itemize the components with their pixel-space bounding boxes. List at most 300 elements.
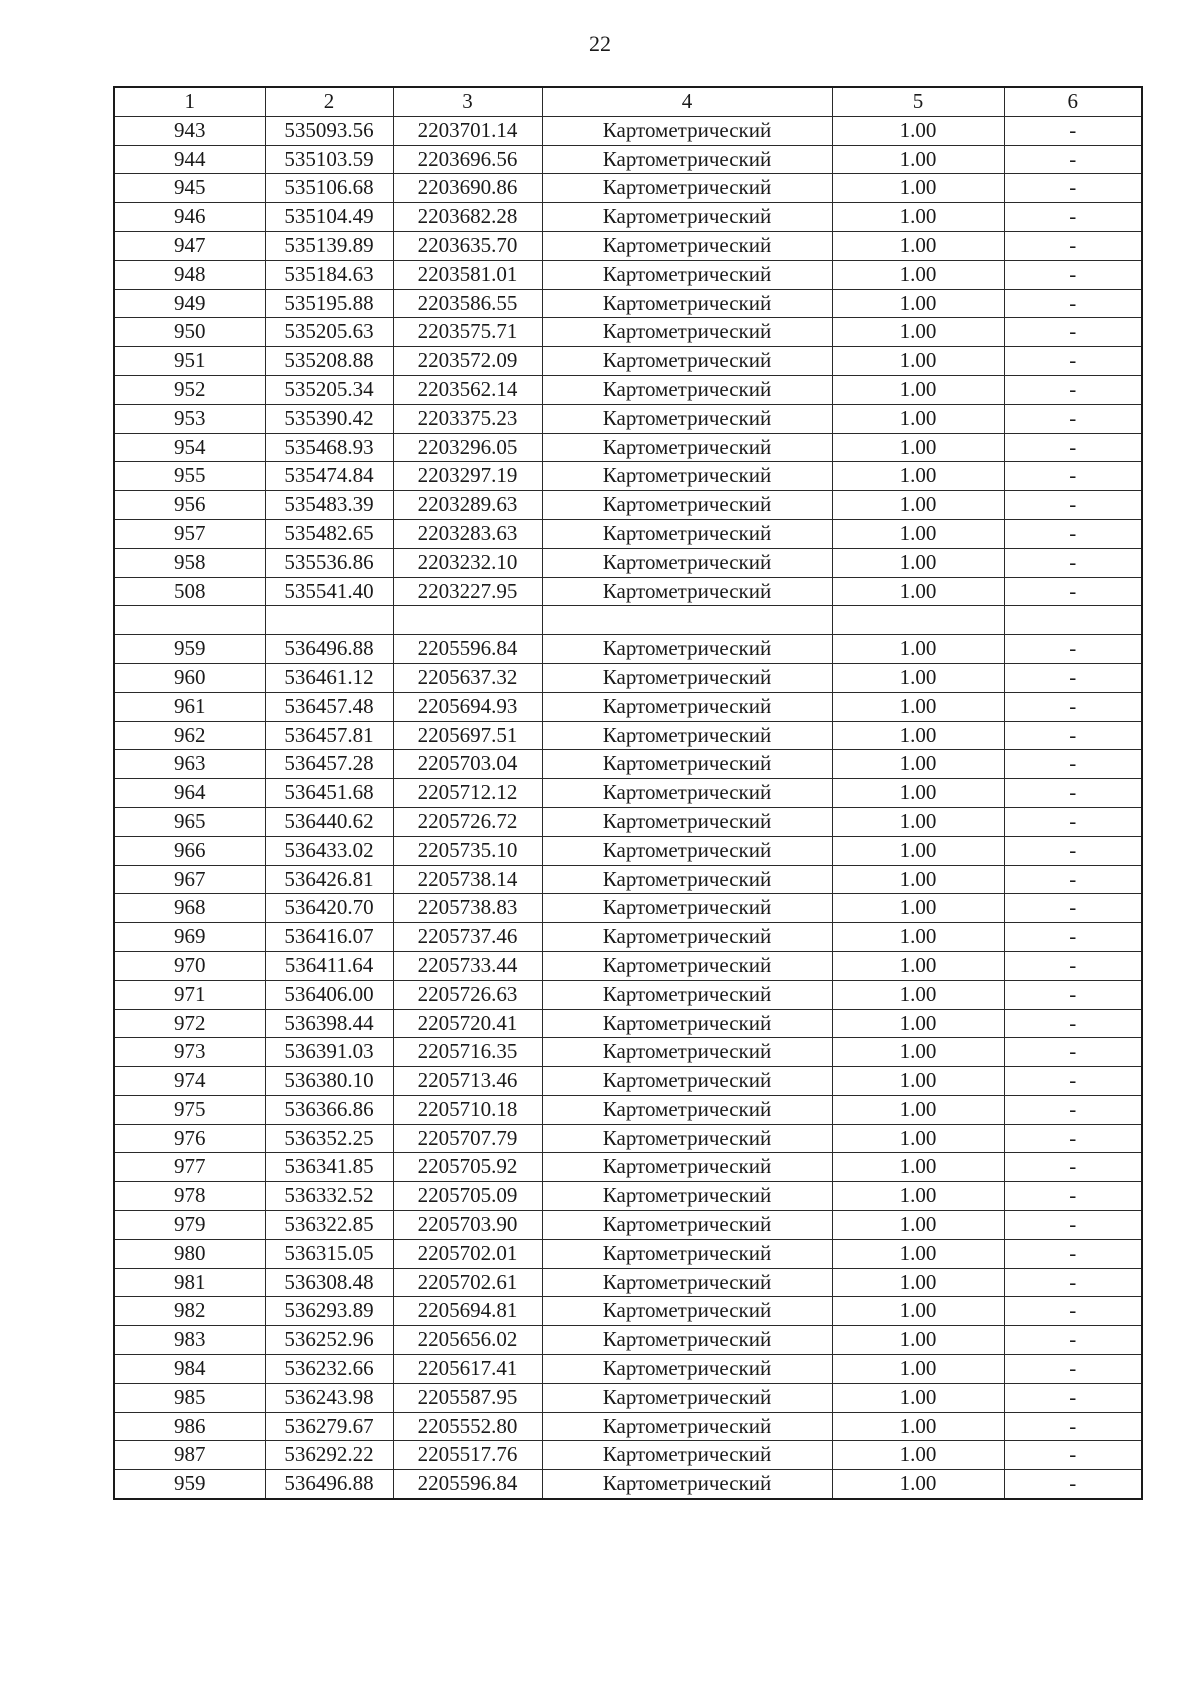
description-cell: - bbox=[1004, 1239, 1142, 1268]
method-cell: Картометрический bbox=[542, 1038, 832, 1067]
point-number-cell: 947 bbox=[114, 231, 265, 260]
accuracy-cell: 1.00 bbox=[832, 865, 1004, 894]
table-row bbox=[114, 923, 1142, 952]
x-coordinate-cell: 535104.49 bbox=[265, 203, 393, 232]
point-number-cell: 949 bbox=[114, 289, 265, 318]
point-number-cell: 948 bbox=[114, 260, 265, 289]
point-number-cell: 959 bbox=[114, 635, 265, 664]
description-cell: - bbox=[1004, 1470, 1142, 1499]
table-row bbox=[114, 1441, 1142, 1470]
method-cell: Картометрический bbox=[542, 663, 832, 692]
method-cell: Картометрический bbox=[542, 116, 832, 145]
y-coordinate-cell: 2203635.70 bbox=[393, 231, 542, 260]
description-cell: - bbox=[1004, 404, 1142, 433]
point-number-cell: 987 bbox=[114, 1441, 265, 1470]
point-number-cell: 954 bbox=[114, 433, 265, 462]
table-row bbox=[114, 606, 1142, 635]
point-number-cell: 982 bbox=[114, 1297, 265, 1326]
description-cell: - bbox=[1004, 635, 1142, 664]
y-coordinate-cell: 2205735.10 bbox=[393, 836, 542, 865]
table-row bbox=[114, 231, 1142, 260]
description-cell: - bbox=[1004, 1355, 1142, 1384]
x-coordinate-cell: 536440.62 bbox=[265, 807, 393, 836]
point-number-cell: 965 bbox=[114, 807, 265, 836]
accuracy-cell bbox=[832, 606, 1004, 635]
y-coordinate-cell: 2205710.18 bbox=[393, 1095, 542, 1124]
table-row bbox=[114, 1124, 1142, 1153]
method-cell: Картометрический bbox=[542, 433, 832, 462]
description-cell: - bbox=[1004, 260, 1142, 289]
description-cell: - bbox=[1004, 779, 1142, 808]
x-coordinate-cell: 535390.42 bbox=[265, 404, 393, 433]
accuracy-cell: 1.00 bbox=[832, 750, 1004, 779]
x-coordinate-cell: 536457.81 bbox=[265, 721, 393, 750]
table-row bbox=[114, 1355, 1142, 1384]
accuracy-cell: 1.00 bbox=[832, 635, 1004, 664]
description-cell: - bbox=[1004, 1297, 1142, 1326]
x-coordinate-cell: 535536.86 bbox=[265, 548, 393, 577]
description-cell: - bbox=[1004, 318, 1142, 347]
x-coordinate-cell: 535474.84 bbox=[265, 462, 393, 491]
description-cell: - bbox=[1004, 433, 1142, 462]
method-cell: Картометрический bbox=[542, 491, 832, 520]
y-coordinate-cell: 2205703.90 bbox=[393, 1211, 542, 1240]
point-number-cell: 974 bbox=[114, 1067, 265, 1096]
x-coordinate-cell: 536232.66 bbox=[265, 1355, 393, 1384]
method-cell: Картометрический bbox=[542, 174, 832, 203]
table-row bbox=[114, 1412, 1142, 1441]
description-cell: - bbox=[1004, 174, 1142, 203]
description-cell: - bbox=[1004, 289, 1142, 318]
accuracy-cell: 1.00 bbox=[832, 1182, 1004, 1211]
description-cell: - bbox=[1004, 231, 1142, 260]
description-cell: - bbox=[1004, 1383, 1142, 1412]
description-cell: - bbox=[1004, 1067, 1142, 1096]
accuracy-cell: 1.00 bbox=[832, 1383, 1004, 1412]
point-number-cell: 966 bbox=[114, 836, 265, 865]
table-row bbox=[114, 865, 1142, 894]
table-header-row bbox=[114, 87, 1142, 116]
method-cell: Картометрический bbox=[542, 1297, 832, 1326]
y-coordinate-cell: 2203227.95 bbox=[393, 577, 542, 606]
x-coordinate-cell: 536420.70 bbox=[265, 894, 393, 923]
table-row bbox=[114, 1470, 1142, 1499]
x-coordinate-cell: 536398.44 bbox=[265, 1009, 393, 1038]
accuracy-cell: 1.00 bbox=[832, 807, 1004, 836]
accuracy-cell: 1.00 bbox=[832, 1124, 1004, 1153]
method-cell: Картометрический bbox=[542, 1124, 832, 1153]
point-number-cell: 943 bbox=[114, 116, 265, 145]
x-coordinate-cell: 536433.02 bbox=[265, 836, 393, 865]
point-number-cell: 981 bbox=[114, 1268, 265, 1297]
y-coordinate-cell: 2205702.01 bbox=[393, 1239, 542, 1268]
x-coordinate-cell: 536293.89 bbox=[265, 1297, 393, 1326]
y-coordinate-cell: 2205694.81 bbox=[393, 1297, 542, 1326]
x-coordinate-cell: 536366.86 bbox=[265, 1095, 393, 1124]
x-coordinate-cell: 536252.96 bbox=[265, 1326, 393, 1355]
point-number-cell: 508 bbox=[114, 577, 265, 606]
method-cell: Картометрический bbox=[542, 1067, 832, 1096]
accuracy-cell: 1.00 bbox=[832, 980, 1004, 1009]
description-cell: - bbox=[1004, 347, 1142, 376]
table-row bbox=[114, 692, 1142, 721]
table-row bbox=[114, 635, 1142, 664]
description-cell: - bbox=[1004, 865, 1142, 894]
y-coordinate-cell: 2205737.46 bbox=[393, 923, 542, 952]
description-cell: - bbox=[1004, 836, 1142, 865]
accuracy-cell: 1.00 bbox=[832, 1441, 1004, 1470]
method-cell: Картометрический bbox=[542, 951, 832, 980]
x-coordinate-cell: 535139.89 bbox=[265, 231, 393, 260]
table-row bbox=[114, 1297, 1142, 1326]
y-coordinate-cell: 2203283.63 bbox=[393, 519, 542, 548]
x-coordinate-cell: 536341.85 bbox=[265, 1153, 393, 1182]
table-row bbox=[114, 433, 1142, 462]
description-cell: - bbox=[1004, 203, 1142, 232]
y-coordinate-cell: 2205713.46 bbox=[393, 1067, 542, 1096]
method-cell: Картометрический bbox=[542, 347, 832, 376]
table-row bbox=[114, 1268, 1142, 1297]
description-cell: - bbox=[1004, 548, 1142, 577]
point-number-cell: 972 bbox=[114, 1009, 265, 1038]
method-cell: Картометрический bbox=[542, 1182, 832, 1211]
description-cell: - bbox=[1004, 145, 1142, 174]
description-cell: - bbox=[1004, 491, 1142, 520]
accuracy-cell: 1.00 bbox=[832, 404, 1004, 433]
method-cell: Картометрический bbox=[542, 1326, 832, 1355]
accuracy-cell: 1.00 bbox=[832, 375, 1004, 404]
y-coordinate-cell: 2203575.71 bbox=[393, 318, 542, 347]
point-number-cell: 964 bbox=[114, 779, 265, 808]
point-number-cell: 944 bbox=[114, 145, 265, 174]
accuracy-cell: 1.00 bbox=[832, 347, 1004, 376]
x-coordinate-cell: 536416.07 bbox=[265, 923, 393, 952]
point-number-cell: 978 bbox=[114, 1182, 265, 1211]
y-coordinate-cell: 2205726.63 bbox=[393, 980, 542, 1009]
y-coordinate-cell: 2205705.09 bbox=[393, 1182, 542, 1211]
method-cell: Картометрический bbox=[542, 980, 832, 1009]
accuracy-cell: 1.00 bbox=[832, 289, 1004, 318]
description-cell: - bbox=[1004, 1095, 1142, 1124]
table-row bbox=[114, 548, 1142, 577]
y-coordinate-cell: 2205712.12 bbox=[393, 779, 542, 808]
x-coordinate-cell: 535482.65 bbox=[265, 519, 393, 548]
y-coordinate-cell bbox=[393, 606, 542, 635]
point-number-cell: 969 bbox=[114, 923, 265, 952]
table-row bbox=[114, 577, 1142, 606]
description-cell: - bbox=[1004, 1211, 1142, 1240]
table-row bbox=[114, 491, 1142, 520]
point-number-cell: 957 bbox=[114, 519, 265, 548]
table-row bbox=[114, 260, 1142, 289]
method-cell: Картометрический bbox=[542, 577, 832, 606]
x-coordinate-cell: 535208.88 bbox=[265, 347, 393, 376]
y-coordinate-cell: 2203701.14 bbox=[393, 116, 542, 145]
table-row bbox=[114, 1038, 1142, 1067]
method-cell: Картометрический bbox=[542, 1355, 832, 1384]
y-coordinate-cell: 2205617.41 bbox=[393, 1355, 542, 1384]
x-coordinate-cell: 536411.64 bbox=[265, 951, 393, 980]
y-coordinate-cell: 2205694.93 bbox=[393, 692, 542, 721]
y-coordinate-cell: 2205716.35 bbox=[393, 1038, 542, 1067]
y-coordinate-cell: 2205720.41 bbox=[393, 1009, 542, 1038]
y-coordinate-cell: 2203289.63 bbox=[393, 491, 542, 520]
x-coordinate-cell: 536426.81 bbox=[265, 865, 393, 894]
x-coordinate-cell: 535184.63 bbox=[265, 260, 393, 289]
method-cell: Картометрический bbox=[542, 836, 832, 865]
point-number-cell: 959 bbox=[114, 1470, 265, 1499]
description-cell: - bbox=[1004, 807, 1142, 836]
point-number-cell: 977 bbox=[114, 1153, 265, 1182]
table-row bbox=[114, 721, 1142, 750]
table-row bbox=[114, 951, 1142, 980]
point-number-cell: 976 bbox=[114, 1124, 265, 1153]
y-coordinate-cell: 2205733.44 bbox=[393, 951, 542, 980]
x-coordinate-cell: 536308.48 bbox=[265, 1268, 393, 1297]
point-number-cell: 961 bbox=[114, 692, 265, 721]
y-coordinate-cell: 2203581.01 bbox=[393, 260, 542, 289]
accuracy-cell: 1.00 bbox=[832, 923, 1004, 952]
point-number-cell: 945 bbox=[114, 174, 265, 203]
page-number: 22 bbox=[589, 31, 611, 56]
table-row bbox=[114, 980, 1142, 1009]
point-number-cell: 983 bbox=[114, 1326, 265, 1355]
point-number-cell: 970 bbox=[114, 951, 265, 980]
x-coordinate-cell: 536292.22 bbox=[265, 1441, 393, 1470]
method-cell: Картометрический bbox=[542, 1239, 832, 1268]
accuracy-cell: 1.00 bbox=[832, 1268, 1004, 1297]
x-coordinate-cell: 536496.88 bbox=[265, 635, 393, 664]
y-coordinate-cell: 2205738.14 bbox=[393, 865, 542, 894]
x-coordinate-cell: 535093.56 bbox=[265, 116, 393, 145]
table-row bbox=[114, 1239, 1142, 1268]
accuracy-cell: 1.00 bbox=[832, 894, 1004, 923]
column-header: 3 bbox=[393, 87, 542, 116]
method-cell: Картометрический bbox=[542, 807, 832, 836]
accuracy-cell: 1.00 bbox=[832, 260, 1004, 289]
y-coordinate-cell: 2205705.92 bbox=[393, 1153, 542, 1182]
table-row bbox=[114, 145, 1142, 174]
point-number-cell: 967 bbox=[114, 865, 265, 894]
table-row bbox=[114, 1182, 1142, 1211]
method-cell: Картометрический bbox=[542, 145, 832, 174]
description-cell: - bbox=[1004, 1038, 1142, 1067]
y-coordinate-cell: 2205697.51 bbox=[393, 721, 542, 750]
accuracy-cell: 1.00 bbox=[832, 951, 1004, 980]
point-number-cell: 980 bbox=[114, 1239, 265, 1268]
description-cell: - bbox=[1004, 1412, 1142, 1441]
accuracy-cell: 1.00 bbox=[832, 318, 1004, 347]
y-coordinate-cell: 2205596.84 bbox=[393, 635, 542, 664]
x-coordinate-cell: 535195.88 bbox=[265, 289, 393, 318]
y-coordinate-cell: 2205703.04 bbox=[393, 750, 542, 779]
method-cell: Картометрический bbox=[542, 462, 832, 491]
x-coordinate-cell: 535205.34 bbox=[265, 375, 393, 404]
x-coordinate-cell: 536457.48 bbox=[265, 692, 393, 721]
method-cell bbox=[542, 606, 832, 635]
table-row bbox=[114, 289, 1142, 318]
y-coordinate-cell: 2203296.05 bbox=[393, 433, 542, 462]
y-coordinate-cell: 2205702.61 bbox=[393, 1268, 542, 1297]
accuracy-cell: 1.00 bbox=[832, 836, 1004, 865]
accuracy-cell: 1.00 bbox=[832, 663, 1004, 692]
accuracy-cell: 1.00 bbox=[832, 491, 1004, 520]
x-coordinate-cell: 536451.68 bbox=[265, 779, 393, 808]
table-row bbox=[114, 116, 1142, 145]
accuracy-cell: 1.00 bbox=[832, 1095, 1004, 1124]
accuracy-cell: 1.00 bbox=[832, 203, 1004, 232]
method-cell: Картометрический bbox=[542, 404, 832, 433]
accuracy-cell: 1.00 bbox=[832, 519, 1004, 548]
x-coordinate-cell: 536279.67 bbox=[265, 1412, 393, 1441]
method-cell: Картометрический bbox=[542, 721, 832, 750]
point-number-cell: 962 bbox=[114, 721, 265, 750]
point-number-cell: 986 bbox=[114, 1412, 265, 1441]
method-cell: Картометрический bbox=[542, 750, 832, 779]
table-row bbox=[114, 404, 1142, 433]
accuracy-cell: 1.00 bbox=[832, 1326, 1004, 1355]
accuracy-cell: 1.00 bbox=[832, 1009, 1004, 1038]
method-cell: Картометрический bbox=[542, 894, 832, 923]
y-coordinate-cell: 2205596.84 bbox=[393, 1470, 542, 1499]
description-cell: - bbox=[1004, 951, 1142, 980]
x-coordinate-cell: 535483.39 bbox=[265, 491, 393, 520]
point-number-cell: 950 bbox=[114, 318, 265, 347]
y-coordinate-cell: 2203375.23 bbox=[393, 404, 542, 433]
x-coordinate-cell: 536332.52 bbox=[265, 1182, 393, 1211]
point-number-cell: 952 bbox=[114, 375, 265, 404]
accuracy-cell: 1.00 bbox=[832, 462, 1004, 491]
point-number-cell: 975 bbox=[114, 1095, 265, 1124]
y-coordinate-cell: 2203696.56 bbox=[393, 145, 542, 174]
accuracy-cell: 1.00 bbox=[832, 1153, 1004, 1182]
table-row bbox=[114, 1009, 1142, 1038]
y-coordinate-cell: 2205738.83 bbox=[393, 894, 542, 923]
y-coordinate-cell: 2203232.10 bbox=[393, 548, 542, 577]
x-coordinate-cell: 536352.25 bbox=[265, 1124, 393, 1153]
accuracy-cell: 1.00 bbox=[832, 721, 1004, 750]
description-cell: - bbox=[1004, 1124, 1142, 1153]
method-cell: Картометрический bbox=[542, 1383, 832, 1412]
table-row bbox=[114, 1067, 1142, 1096]
x-coordinate-cell: 536461.12 bbox=[265, 663, 393, 692]
table-row bbox=[114, 1153, 1142, 1182]
description-cell: - bbox=[1004, 894, 1142, 923]
accuracy-cell: 1.00 bbox=[832, 1239, 1004, 1268]
table-row bbox=[114, 1383, 1142, 1412]
point-number-cell: 971 bbox=[114, 980, 265, 1009]
point-number-cell: 955 bbox=[114, 462, 265, 491]
point-number-cell: 985 bbox=[114, 1383, 265, 1412]
table-row bbox=[114, 1095, 1142, 1124]
x-coordinate-cell: 536315.05 bbox=[265, 1239, 393, 1268]
y-coordinate-cell: 2203682.28 bbox=[393, 203, 542, 232]
x-coordinate-cell: 536322.85 bbox=[265, 1211, 393, 1240]
method-cell: Картометрический bbox=[542, 1095, 832, 1124]
description-cell: - bbox=[1004, 375, 1142, 404]
x-coordinate-cell: 536457.28 bbox=[265, 750, 393, 779]
point-number-cell: 973 bbox=[114, 1038, 265, 1067]
accuracy-cell: 1.00 bbox=[832, 1412, 1004, 1441]
method-cell: Картометрический bbox=[542, 692, 832, 721]
x-coordinate-cell: 536391.03 bbox=[265, 1038, 393, 1067]
table-row bbox=[114, 174, 1142, 203]
description-cell: - bbox=[1004, 577, 1142, 606]
accuracy-cell: 1.00 bbox=[832, 577, 1004, 606]
accuracy-cell: 1.00 bbox=[832, 1355, 1004, 1384]
table-row bbox=[114, 750, 1142, 779]
table-row bbox=[114, 894, 1142, 923]
table-row bbox=[114, 836, 1142, 865]
method-cell: Картометрический bbox=[542, 231, 832, 260]
table-row bbox=[114, 318, 1142, 347]
description-cell: - bbox=[1004, 750, 1142, 779]
description-cell: - bbox=[1004, 519, 1142, 548]
y-coordinate-cell: 2205552.80 bbox=[393, 1412, 542, 1441]
point-number-cell: 951 bbox=[114, 347, 265, 376]
method-cell: Картометрический bbox=[542, 779, 832, 808]
accuracy-cell: 1.00 bbox=[832, 1038, 1004, 1067]
column-header: 5 bbox=[832, 87, 1004, 116]
y-coordinate-cell: 2203297.19 bbox=[393, 462, 542, 491]
method-cell: Картометрический bbox=[542, 260, 832, 289]
table-row bbox=[114, 779, 1142, 808]
description-cell: - bbox=[1004, 663, 1142, 692]
description-cell: - bbox=[1004, 116, 1142, 145]
point-number-cell: 963 bbox=[114, 750, 265, 779]
x-coordinate-cell: 535205.63 bbox=[265, 318, 393, 347]
table-row bbox=[114, 519, 1142, 548]
method-cell: Картометрический bbox=[542, 1153, 832, 1182]
accuracy-cell: 1.00 bbox=[832, 231, 1004, 260]
table-row bbox=[114, 462, 1142, 491]
y-coordinate-cell: 2203586.55 bbox=[393, 289, 542, 318]
table-row bbox=[114, 1211, 1142, 1240]
method-cell: Картометрический bbox=[542, 1009, 832, 1038]
y-coordinate-cell: 2205517.76 bbox=[393, 1441, 542, 1470]
x-coordinate-cell: 536496.88 bbox=[265, 1470, 393, 1499]
method-cell: Картометрический bbox=[542, 923, 832, 952]
point-number-cell: 968 bbox=[114, 894, 265, 923]
y-coordinate-cell: 2203562.14 bbox=[393, 375, 542, 404]
method-cell: Картометрический bbox=[542, 1412, 832, 1441]
accuracy-cell: 1.00 bbox=[832, 174, 1004, 203]
description-cell: - bbox=[1004, 980, 1142, 1009]
point-number-cell: 960 bbox=[114, 663, 265, 692]
x-coordinate-cell: 535468.93 bbox=[265, 433, 393, 462]
point-number-cell: 958 bbox=[114, 548, 265, 577]
x-coordinate-cell: 535103.59 bbox=[265, 145, 393, 174]
description-cell: - bbox=[1004, 1326, 1142, 1355]
column-header: 1 bbox=[114, 87, 265, 116]
accuracy-cell: 1.00 bbox=[832, 1470, 1004, 1499]
description-cell: - bbox=[1004, 1268, 1142, 1297]
accuracy-cell: 1.00 bbox=[832, 433, 1004, 462]
point-number-cell: 984 bbox=[114, 1355, 265, 1384]
column-header: 4 bbox=[542, 87, 832, 116]
method-cell: Картометрический bbox=[542, 1470, 832, 1499]
x-coordinate-cell: 535106.68 bbox=[265, 174, 393, 203]
accuracy-cell: 1.00 bbox=[832, 692, 1004, 721]
method-cell: Картометрический bbox=[542, 1441, 832, 1470]
coordinates-table bbox=[113, 86, 1143, 1500]
y-coordinate-cell: 2205656.02 bbox=[393, 1326, 542, 1355]
accuracy-cell: 1.00 bbox=[832, 548, 1004, 577]
y-coordinate-cell: 2203572.09 bbox=[393, 347, 542, 376]
method-cell: Картометрический bbox=[542, 375, 832, 404]
table-row bbox=[114, 663, 1142, 692]
table-row bbox=[114, 347, 1142, 376]
